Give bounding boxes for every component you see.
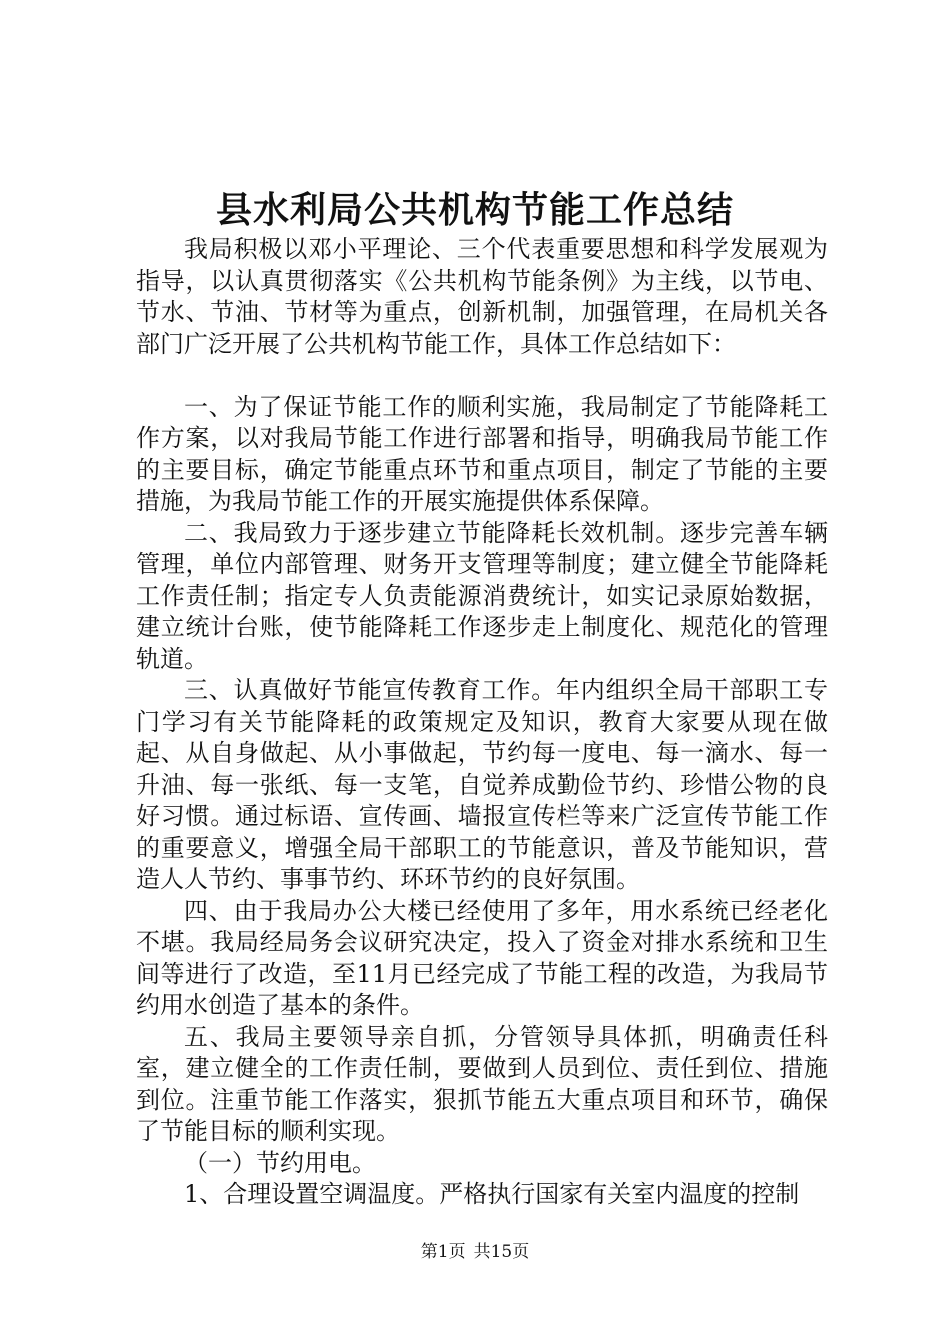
- document-body: [136, 234, 828, 1211]
- document-title: 县水利局公共机构节能工作总结: [215, 189, 734, 231]
- section-three-paragraph: 三、认真做好节能宣传教育工作。年内组织全局干部职工专门学习有关节能降耗的政策规定及知识，教育大家要从现在做起、从自身做起、从小事做起，节约每一度电、每一滴水、每一升油、每一张纸、每一支笔，自觉养成勤俭节约、珍惜公物的良好习惯。通过标语、宣传画、墙报宣传栏等来广泛宣传节能工作的重要意义，增强全局干部职工的节能意识，普及节能知识，营造人人节约、事事节约、环环节约的良好氛围。: [136, 676, 828, 893]
- page-total: 共15页: [473, 1242, 530, 1262]
- section-one-paragraph: 一、为了保证节能工作的顺利实施，我局制定了节能降耗工作方案，以对我局节能工作进行部署和指导，明确我局节能工作的主要目标，确定节能重点环节和重点项目，制定了节能的主要措施，为我局节能工作的开展实施提供体系保障。: [136, 392, 828, 515]
- section-two-paragraph: 二、我局致力于逐步建立节能降耗长效机制。逐步完善车辆管理，单位内部管理、财务开支管理等制度；建立健全节能降耗工作责任制；指定专人负责能源消费统计，如实记录原始数据，建立统计台账，使节能降耗工作逐步走上制度化、规范化的管理轨道。: [136, 518, 828, 673]
- intro-paragraph: 我局积极以邓小平理论、三个代表重要思想和科学发展观为指导，以认真贯彻落实《公共机构节能条例》为主线，以节电、节水、节油、节材等为重点，创新机制，加强管理，在局机关各部门广泛开展了公共机构节能工作，具体工作总结如下：: [136, 235, 828, 358]
- section-five-paragraph: 五、我局主要领导亲自抓，分管领导具体抓，明确责任科室，建立健全的工作责任制，要做到人员到位、责任到位、措施到位。注重节能工作落实，狠抓节能五大重点项目和环节，确保了节能目标的顺利实现。: [136, 1022, 828, 1145]
- subsection-heading: （一）节约用电。: [184, 1148, 376, 1177]
- page-number: 第1页: [420, 1242, 466, 1262]
- list-item-paragraph: 1、合理设置空调温度。严格执行国家有关室内温度的控制: [184, 1180, 800, 1208]
- page-footer: [0, 1240, 950, 1264]
- section-four-paragraph: 四、由于我局办公大楼已经使用了多年，用水系统已经老化不堪。我局经局务会议研究决定，投入了资金对排水系统和卫生间等进行了改造，至11月已经完成了节能工程的改造，为我局节约用水创造了基本的条件。: [136, 896, 828, 1019]
